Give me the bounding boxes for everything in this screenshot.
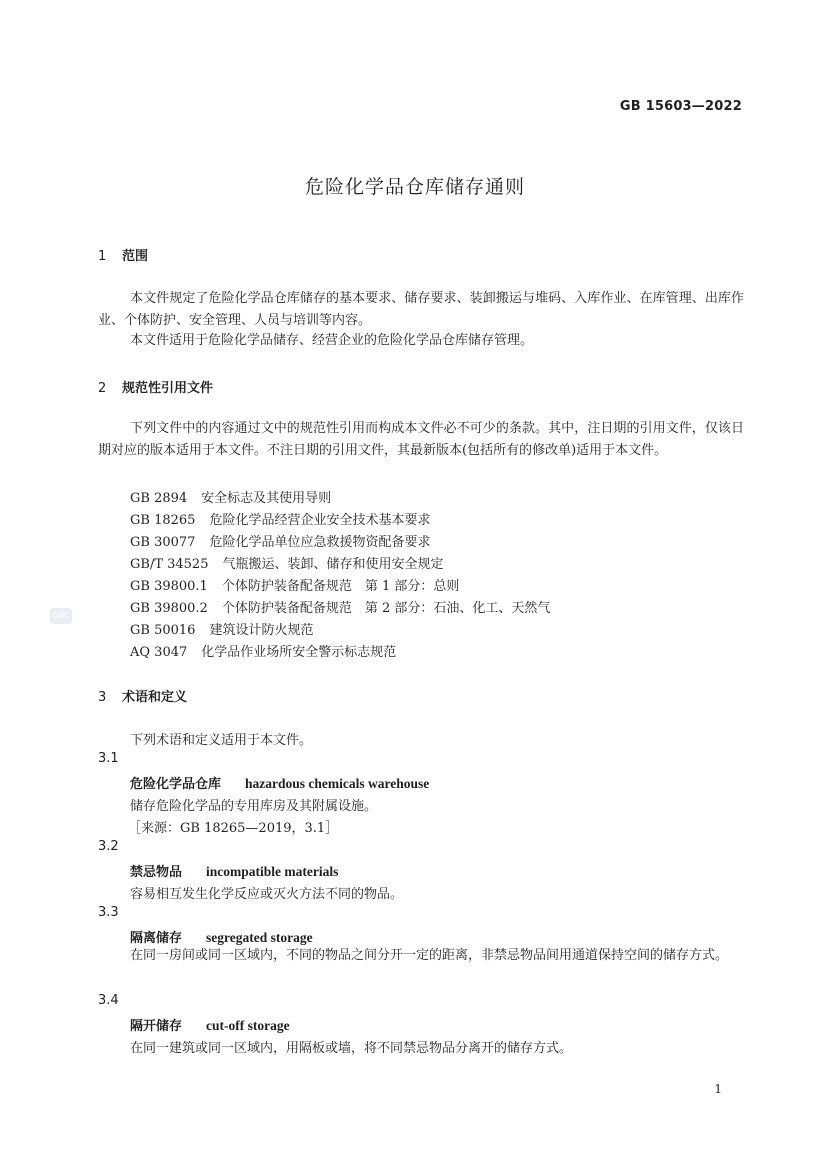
term-chinese: 隔离储存 [130,931,183,946]
term-number: 3.4 [98,993,119,1008]
term-number: 3.1 [98,751,119,766]
term-chinese: 危险化学品仓库 [130,777,222,792]
reference-code: GB 50016 [130,623,196,638]
reference-title: 化学品作业场所安全警示标志规范 [201,645,397,660]
reference-code: GB 30077 [130,535,196,550]
paragraph: 下列术语和定义适用于本文件。 [130,733,313,748]
reference-item [130,641,396,660]
reference-item [130,509,430,528]
term-english: incompatible materials [206,864,339,879]
paragraph: 本文件规定了危险化学品仓库储存的基本要求、储存要求、装卸搬运与堆码、入库作业、在库管理、出库作业、个体防护、安全管理、人员与培训等内容。 [98,291,744,328]
reference-title: 安全标志及其使用导则 [201,491,332,506]
reference-item [130,597,550,616]
term-definition: 在同一建筑或同一区域内，用隔板或墙，将不同禁忌物品分离开的储存方式。 [130,1041,573,1056]
document-title: 危险化学品仓库储存通则 [304,176,525,198]
section-number: 1 [98,249,107,264]
term-number: 3.2 [98,839,119,854]
reference-code: GB 39800.2 [130,601,208,616]
reference-code: GB 39800.1 [130,579,208,594]
reference-title: 个体防护装备配备规范 第 2 部分：石油、化工、天然气 [221,601,551,616]
paragraph: 本文件适用于危险化学品储存、经营企业的危险化学品仓库储存管理。 [130,333,534,348]
term-english: segregated storage [206,930,313,945]
reference-title: 建筑设计防火规范 [209,623,314,638]
term-number: 3.3 [98,905,119,920]
reference-title: 个体防护装备配备规范 第 1 部分：总则 [221,579,460,594]
term-heading [130,861,338,880]
term-source: ［来源：GB 18265—2019，3.1］ [128,821,339,836]
section-title: 术语和定义 [122,690,188,705]
reference-item [130,553,444,572]
term-heading [130,1015,290,1034]
reference-item [130,575,459,594]
watermark-logo: GBC [50,608,72,624]
term-heading [130,773,429,792]
reference-code: AQ 3047 [130,645,188,660]
term-heading [130,927,313,946]
section-number: 2 [98,381,107,396]
section-3-heading [98,686,187,705]
paragraph: 下列文件中的内容通过文中的规范性引用而构成本文件必不可少的条款。其中，注日期的引用文件，仅该日期对应的版本适用于本文件。不注日期的引用文件，其最新版本(包括所有的修改单)适用于本文件。 [98,421,744,458]
term-chinese: 禁忌物品 [130,865,183,880]
reference-title: 危险化学品单位应急救援物资配备要求 [209,535,431,550]
reference-item [130,619,313,638]
reference-code: GB 18265 [130,513,196,528]
reference-code: GB/T 34525 [130,557,209,572]
reference-title: 危险化学品经营企业安全技术基本要求 [209,513,431,528]
term-definition: 储存危险化学品的专用库房及其附属设施。 [130,799,378,814]
term-chinese: 隔开储存 [130,1019,183,1034]
section-number: 3 [98,690,107,705]
term-definition: 容易相互发生化学反应或灭火方法不同的物品。 [130,887,404,902]
reference-item [130,487,331,506]
term-english: hazardous chemicals warehouse [245,776,430,791]
reference-title: 气瓶搬运、装卸、储存和使用安全规定 [222,557,444,572]
section-2-heading [98,377,213,396]
standard-number: GB 15603—2022 [619,99,742,114]
reference-item [130,531,430,550]
section-title: 规范性引用文件 [122,381,214,396]
term-english: cut-off storage [206,1018,290,1033]
section-title: 范围 [122,249,149,264]
term-definition: 在同一房间或同一区域内，不同的物品之间分开一定的距离，非禁忌物品间用通道保持空间的储存方式。 [130,948,729,963]
reference-code: GB 2894 [130,491,188,506]
section-1-heading [98,245,148,264]
page-number: 1 [714,1082,722,1096]
